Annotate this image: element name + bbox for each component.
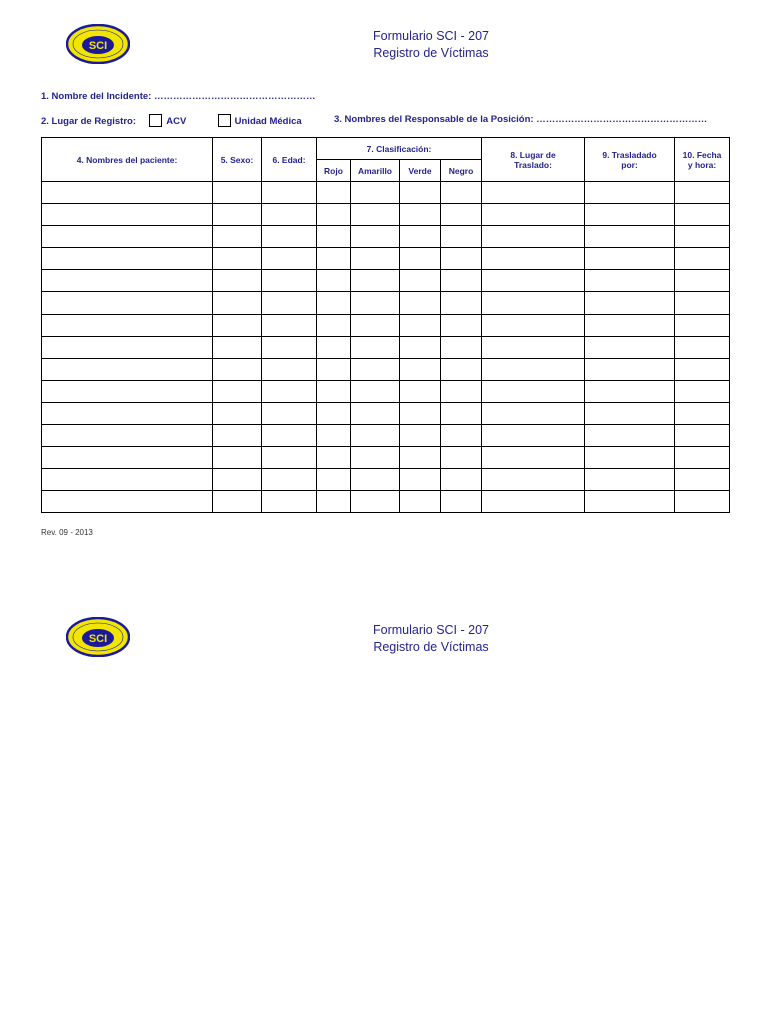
table-row <box>42 292 730 314</box>
table-row <box>42 358 730 380</box>
table-cell[interactable] <box>675 292 730 314</box>
table-cell[interactable] <box>42 425 213 447</box>
table-cell[interactable] <box>400 292 441 314</box>
table-row <box>42 491 730 513</box>
table-cell[interactable] <box>585 380 675 402</box>
table-cell[interactable] <box>262 358 317 380</box>
table-cell[interactable] <box>585 491 675 513</box>
table-cell[interactable] <box>262 447 317 469</box>
table-cell[interactable] <box>351 292 400 314</box>
form-title <box>300 28 562 62</box>
table-cell[interactable] <box>317 425 351 447</box>
table-cell[interactable] <box>482 182 585 204</box>
table-cell[interactable] <box>441 182 482 204</box>
table-cell[interactable] <box>585 469 675 491</box>
table-cell[interactable] <box>585 270 675 292</box>
table-cell[interactable] <box>317 402 351 424</box>
table-cell[interactable] <box>441 292 482 314</box>
table-cell[interactable] <box>317 358 351 380</box>
table-cell[interactable] <box>262 491 317 513</box>
revision-note: Rev. 09 - 2013 <box>41 528 93 537</box>
table-cell[interactable] <box>317 182 351 204</box>
header-edad: 6. Edad: <box>262 138 317 182</box>
table-cell[interactable] <box>351 314 400 336</box>
table-cell[interactable] <box>482 336 585 358</box>
table-cell[interactable] <box>482 358 585 380</box>
table-cell[interactable] <box>675 204 730 226</box>
table-cell[interactable] <box>262 314 317 336</box>
table-cell[interactable] <box>351 402 400 424</box>
table-cell[interactable] <box>400 380 441 402</box>
table-cell[interactable] <box>585 292 675 314</box>
table-cell[interactable] <box>213 358 262 380</box>
table-cell[interactable] <box>42 336 213 358</box>
table-cell[interactable] <box>441 358 482 380</box>
unidad-medica-label: Unidad Médica <box>234 116 302 127</box>
form-name: Registro de Víctimas <box>373 46 489 60</box>
table-cell[interactable] <box>400 425 441 447</box>
table-cell[interactable] <box>400 248 441 270</box>
form-code-page2: Formulario SCI - 207 <box>372 623 489 637</box>
victims-table <box>41 137 730 513</box>
table-cell[interactable] <box>317 336 351 358</box>
table-cell[interactable] <box>213 336 262 358</box>
table-row <box>42 226 730 248</box>
table-cell[interactable] <box>585 425 675 447</box>
table-cell[interactable] <box>213 226 262 248</box>
table-row <box>42 425 730 447</box>
table-cell[interactable] <box>441 425 482 447</box>
header-lugar-line2: Traslado: <box>514 159 552 170</box>
table-cell[interactable] <box>213 270 262 292</box>
table-cell[interactable] <box>441 270 482 292</box>
table-cell[interactable] <box>351 336 400 358</box>
table-cell[interactable] <box>482 491 585 513</box>
table-cell[interactable] <box>482 380 585 402</box>
table-cell[interactable] <box>441 491 482 513</box>
table-cell[interactable] <box>675 469 730 491</box>
table-cell[interactable] <box>585 358 675 380</box>
table-cell[interactable] <box>675 358 730 380</box>
table-cell[interactable] <box>441 336 482 358</box>
table-cell[interactable] <box>441 226 482 248</box>
form-name-page2: Registro de Víctimas <box>373 640 489 654</box>
table-cell[interactable] <box>482 402 585 424</box>
table-cell[interactable] <box>441 469 482 491</box>
sci-logo-page2 <box>66 617 130 657</box>
table-cell[interactable] <box>482 292 585 314</box>
table-cell[interactable] <box>351 447 400 469</box>
header-lugar-line1: 8. Lugar de <box>510 149 556 160</box>
table-row <box>42 402 730 424</box>
table-cell[interactable] <box>585 204 675 226</box>
table-row <box>42 314 730 336</box>
table-cell[interactable] <box>351 380 400 402</box>
table-cell[interactable] <box>400 314 441 336</box>
table-cell[interactable] <box>351 469 400 491</box>
table-cell[interactable] <box>42 270 213 292</box>
form-code: Formulario SCI - 207 <box>372 29 489 43</box>
acv-label: ACV <box>166 116 187 127</box>
table-cell[interactable] <box>585 314 675 336</box>
table-cell[interactable] <box>42 358 213 380</box>
table-cell[interactable] <box>441 204 482 226</box>
table-cell[interactable] <box>400 358 441 380</box>
table-cell[interactable] <box>213 182 262 204</box>
table-row <box>42 204 730 226</box>
table-cell[interactable] <box>213 447 262 469</box>
table-cell[interactable] <box>317 204 351 226</box>
table-cell[interactable] <box>400 204 441 226</box>
table-cell[interactable] <box>351 248 400 270</box>
header-verde: Verde <box>400 160 441 182</box>
logo-text-page2: SCI <box>88 633 108 645</box>
table-cell[interactable] <box>482 447 585 469</box>
table-cell[interactable] <box>675 402 730 424</box>
table-cell[interactable] <box>317 314 351 336</box>
table-cell[interactable] <box>482 314 585 336</box>
unidad-medica-checkbox[interactable] <box>218 114 231 127</box>
table-cell[interactable] <box>675 182 730 204</box>
victims-table-body <box>42 182 730 513</box>
table-cell[interactable] <box>351 204 400 226</box>
table-cell[interactable] <box>213 491 262 513</box>
table-cell[interactable] <box>42 469 213 491</box>
table-cell[interactable] <box>400 226 441 248</box>
table-cell[interactable] <box>317 270 351 292</box>
table-cell[interactable] <box>351 270 400 292</box>
table-cell[interactable] <box>262 469 317 491</box>
table-cell[interactable] <box>400 402 441 424</box>
incident-label: 1. Nombre del Incidente: …………………………………………… <box>41 91 316 102</box>
table-cell[interactable] <box>400 491 441 513</box>
table-cell[interactable] <box>351 182 400 204</box>
table-row <box>42 248 730 270</box>
table-cell[interactable] <box>585 182 675 204</box>
table-cell[interactable] <box>213 204 262 226</box>
header-clasificacion: 7. Clasificación: <box>317 138 482 160</box>
header-fecha-hora <box>675 138 730 182</box>
table-row <box>42 182 730 204</box>
sci-logo <box>66 24 130 64</box>
table-cell[interactable] <box>351 226 400 248</box>
table-cell[interactable] <box>317 380 351 402</box>
table-cell[interactable] <box>585 447 675 469</box>
header-rojo: Rojo <box>317 160 351 182</box>
table-row <box>42 447 730 469</box>
table-cell[interactable] <box>675 226 730 248</box>
table-cell[interactable] <box>213 425 262 447</box>
table-cell[interactable] <box>675 491 730 513</box>
table-cell[interactable] <box>400 336 441 358</box>
table-cell[interactable] <box>262 226 317 248</box>
table-cell[interactable] <box>441 314 482 336</box>
table-cell[interactable] <box>42 380 213 402</box>
table-cell[interactable] <box>400 447 441 469</box>
table-cell[interactable] <box>675 380 730 402</box>
table-cell[interactable] <box>213 469 262 491</box>
header-negro: Negro <box>441 160 482 182</box>
table-cell[interactable] <box>351 358 400 380</box>
table-cell[interactable] <box>317 292 351 314</box>
incident-name-field[interactable] <box>41 91 315 102</box>
table-cell[interactable] <box>213 380 262 402</box>
table-cell[interactable] <box>482 204 585 226</box>
table-cell[interactable] <box>317 469 351 491</box>
table-cell[interactable] <box>317 248 351 270</box>
logo-text: SCI <box>88 40 108 52</box>
table-cell[interactable] <box>585 226 675 248</box>
header-trasladado-line2: por: <box>621 159 638 170</box>
table-cell[interactable] <box>42 402 213 424</box>
table-cell[interactable] <box>262 248 317 270</box>
table-cell[interactable] <box>42 204 213 226</box>
table-cell[interactable] <box>262 380 317 402</box>
table-cell[interactable] <box>675 425 730 447</box>
table-cell[interactable] <box>213 402 262 424</box>
table-cell[interactable] <box>482 248 585 270</box>
table-cell[interactable] <box>213 248 262 270</box>
registry-label: 2. Lugar de Registro: <box>41 116 137 127</box>
header-sexo: 5. Sexo: <box>213 138 262 182</box>
table-cell[interactable] <box>213 314 262 336</box>
table-cell[interactable] <box>351 425 400 447</box>
header-nombres: 4. Nombres del paciente: <box>42 138 213 182</box>
table-cell[interactable] <box>317 491 351 513</box>
table-cell[interactable] <box>482 226 585 248</box>
table-cell[interactable] <box>585 402 675 424</box>
table-cell[interactable] <box>262 402 317 424</box>
table-cell[interactable] <box>42 248 213 270</box>
table-cell[interactable] <box>42 447 213 469</box>
table-row <box>42 469 730 491</box>
header-fecha-line2: y hora: <box>687 159 717 170</box>
table-cell[interactable] <box>317 226 351 248</box>
table-cell[interactable] <box>675 336 730 358</box>
table-cell[interactable] <box>317 447 351 469</box>
table-cell[interactable] <box>400 469 441 491</box>
header-amarillo: Amarillo <box>351 160 400 182</box>
table-cell[interactable] <box>262 270 317 292</box>
table-cell[interactable] <box>42 182 213 204</box>
table-cell[interactable] <box>42 226 213 248</box>
table-cell[interactable] <box>351 491 400 513</box>
table-cell[interactable] <box>262 204 317 226</box>
table-cell[interactable] <box>482 270 585 292</box>
responsable-field[interactable] <box>334 114 707 125</box>
table-cell[interactable] <box>262 292 317 314</box>
responsable-label: 3. Nombres del Responsable de la Posición: ……………………………………………… <box>334 114 708 125</box>
table-cell[interactable] <box>400 270 441 292</box>
table-cell[interactable] <box>441 402 482 424</box>
table-cell[interactable] <box>482 425 585 447</box>
table-cell[interactable] <box>441 447 482 469</box>
table-row <box>42 380 730 402</box>
table-row <box>42 336 730 358</box>
table-cell[interactable] <box>42 491 213 513</box>
table-cell[interactable] <box>42 314 213 336</box>
table-cell[interactable] <box>585 248 675 270</box>
table-cell[interactable] <box>482 469 585 491</box>
header-fecha-line1: 10. Fecha <box>682 149 722 160</box>
table-cell[interactable] <box>400 182 441 204</box>
table-cell[interactable] <box>262 336 317 358</box>
table-cell[interactable] <box>262 182 317 204</box>
registry-location-field <box>41 114 302 127</box>
header-trasladado-line1: 9. Trasladado <box>602 149 657 160</box>
table-cell[interactable] <box>441 380 482 402</box>
header-trasladado <box>585 138 675 182</box>
acv-checkbox[interactable] <box>149 114 162 127</box>
table-cell[interactable] <box>585 336 675 358</box>
header-lugar-traslado <box>482 138 585 182</box>
table-cell[interactable] <box>675 314 730 336</box>
table-cell[interactable] <box>42 292 213 314</box>
table-cell[interactable] <box>675 248 730 270</box>
table-cell[interactable] <box>262 425 317 447</box>
table-cell[interactable] <box>675 270 730 292</box>
table-cell[interactable] <box>675 447 730 469</box>
form-title-page2 <box>300 622 562 656</box>
table-cell[interactable] <box>441 248 482 270</box>
table-cell[interactable] <box>213 292 262 314</box>
table-row <box>42 270 730 292</box>
